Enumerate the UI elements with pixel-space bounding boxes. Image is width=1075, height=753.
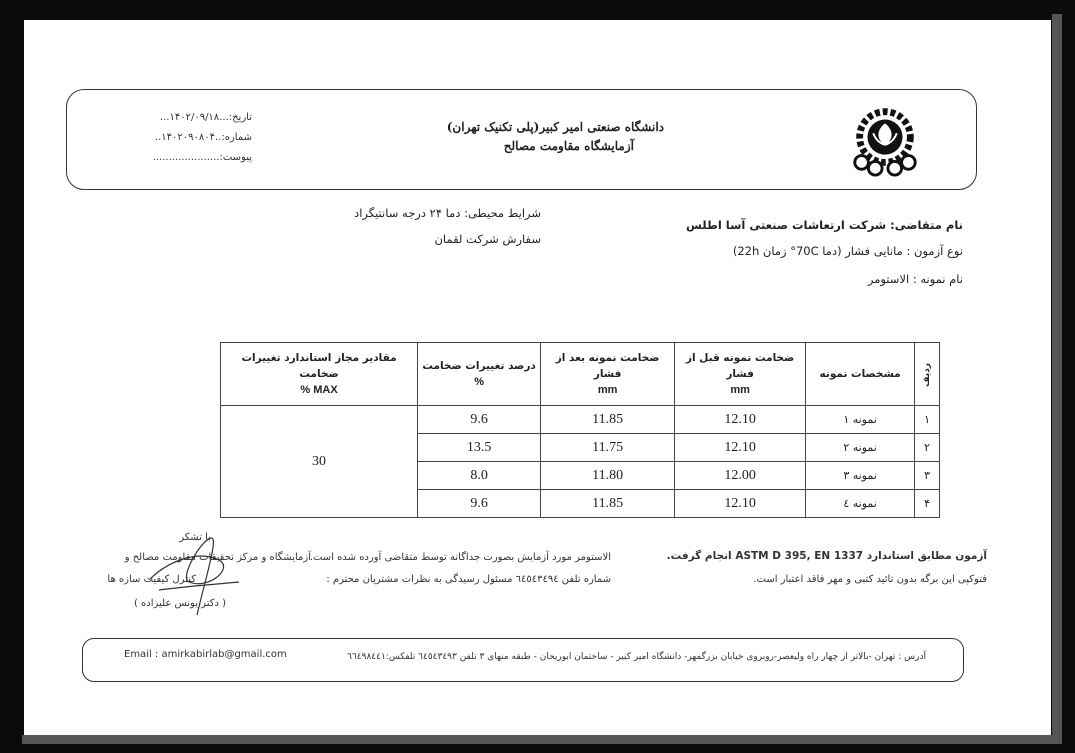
row-before: 12.10 (675, 434, 806, 462)
row-after: 11.75 (541, 434, 675, 462)
table-header-row (221, 343, 940, 406)
date-field: تاریخ:...۱۴۰۲/۰۹/۱۸... (159, 112, 252, 123)
results-table (220, 342, 940, 518)
university-name: دانشگاه صنعتی امیر کبیر(پلی تکنیک تهران) (446, 120, 664, 134)
university-logo-icon (846, 99, 924, 179)
row-after: 11.85 (541, 490, 675, 518)
conditions-line: شرایط محیطی: دما ۲۴ درجه سانتیگراد (354, 206, 541, 220)
attachment-field: پیوست:..................... (152, 152, 252, 163)
footer-address: آدرس : تهران -بالاتر از چهار راه ولیعصر-روبروی خیابان بزرگمهر- دانشگاه امیر کبیر - ساختمان ابوریحان - طبقه منهای ۳ تلفن ٦٤٥٤٣٤٩٣ تلفکس:٦٦٤٩٨٤٤١ (347, 652, 926, 662)
row-index: ۳ (915, 462, 940, 490)
standard-note: آزمون مطابق استاندارد ASTM D 395, EN 1337 انجام گرفت. (666, 550, 987, 562)
col-before-header: ضخامت نمونه قبل از فشار mm (675, 343, 806, 406)
table-row (221, 406, 940, 434)
number-field: شماره:..۱۴۰۲۰۹۰۸۰۴.. (154, 132, 252, 143)
university-name-block (404, 118, 664, 156)
row-index: ۱ (915, 406, 940, 434)
row-index: ۴ (915, 490, 940, 518)
row-after: 11.85 (541, 406, 675, 434)
row-before: 12.10 (675, 406, 806, 434)
row-change: 9.6 (418, 490, 541, 518)
row-spec: نمونه ۱ (806, 406, 915, 434)
row-index: ۲ (915, 434, 940, 462)
document-page (24, 20, 1051, 735)
signature-icon (139, 520, 249, 620)
row-change: 8.0 (418, 462, 541, 490)
frame-shadow-right (1052, 14, 1062, 744)
limit-value: 30 (221, 406, 418, 518)
phone-note: شماره تلفن ٦٤٥٤٣٤٩٤ مسئول رسیدگی به نظرات مشتریان محترم : (326, 574, 611, 585)
test-type-line: نوع آزمون : مانایی فشار (دما 70C° زمان 22h) (732, 244, 963, 258)
row-before: 12.10 (675, 490, 806, 518)
row-spec: نمونه ۲ (806, 434, 915, 462)
document-meta (142, 108, 252, 168)
footer-email: Email : amirkabirlab@gmail.com (124, 649, 287, 660)
lab-name: آزمایشگاه مقاومت مصالح (503, 139, 634, 153)
order-line: سفارش شرکت لقمان (434, 232, 541, 246)
col-after-header: ضخامت نمونه بعد از فشار mm (541, 343, 675, 406)
frame-shadow-bottom (22, 735, 1062, 744)
row-after: 11.80 (541, 462, 675, 490)
applicant-line: نام متقاضی: شرکت ارتعاشات صنعتی آسا اطلس (686, 218, 963, 232)
col-spec-header: مشخصات نمونه (806, 343, 915, 406)
lab-signature-text: آزمایشگاه و مرکز تحقیقات مقاومت مصالح و (124, 552, 311, 563)
signatory-name: ( دکتر یونس علیزاده ) (133, 598, 226, 609)
row-before: 12.00 (675, 462, 806, 490)
row-change: 9.6 (418, 406, 541, 434)
sample-note: الاستومر مورد آزمایش بصورت جداگانه توسط متقاضی آورده شده است. (309, 552, 611, 563)
row-spec: نمونه ۳ (806, 462, 915, 490)
thanks-text: با تشکر (179, 532, 211, 543)
row-change: 13.5 (418, 434, 541, 462)
col-change-header: درصد تغییرات ضخامت % (418, 343, 541, 406)
copy-note: فتوکپی این برگه بدون تائید کتبی و مهر فاقد اعتبار است. (753, 574, 987, 585)
sample-name-line: نام نمونه : الاستومر (867, 272, 963, 286)
row-spec: نمونه ٤ (806, 490, 915, 518)
lab-signature-text-2: کنترل کیفیت سازه ها (107, 574, 196, 585)
col-index-header: ردیف (915, 343, 940, 406)
col-limit-header: مقادیر مجاز استاندارد تغییرات ضخامت MAX % (221, 343, 418, 406)
